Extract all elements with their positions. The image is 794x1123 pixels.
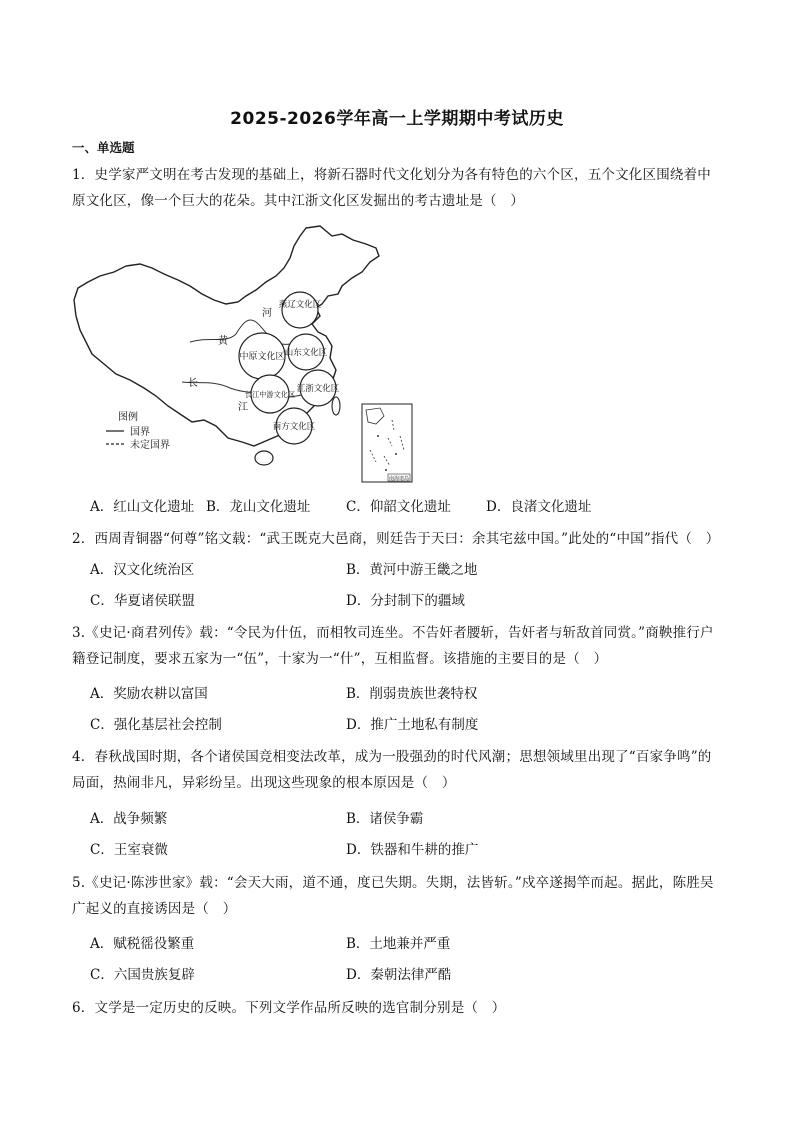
q3-option-d[interactable]: D．推广土地私有制度	[346, 717, 479, 733]
region-label: 燕辽文化区	[278, 300, 322, 310]
q5-option-a[interactable]: A．赋税徭役繁重	[90, 936, 195, 952]
south-china-sea-inset	[362, 404, 412, 482]
legend-item-border: 国界	[130, 427, 150, 438]
legend-title: 图例	[118, 412, 138, 423]
map-legend	[106, 410, 170, 451]
hainan-island	[255, 451, 273, 465]
q1-option-d[interactable]: D．良渚文化遗址	[486, 499, 592, 515]
region-label: 山东文化区	[284, 348, 328, 358]
question-4-stem: 4．春秋战国时期，各个诸侯国竞相变法改革，成为一股强劲的时代风潮；思想领域里出现了“百家争鸣”的局面，热闹非凡，异彩纷呈。出现这些现象的根本原因是（ ）	[72, 749, 712, 791]
river-label-jiang: 江	[238, 402, 248, 413]
q3-option-b[interactable]: B．削弱贵族世袭特权	[346, 686, 478, 702]
river-label-huang: 黄	[218, 336, 228, 347]
question-1-stem: 1．史学家严文明在考古发现的基础上，将新石器时代文化划分为各有特色的六个区，五个文化区围绕着中原文化区，像一个巨大的花朵。其中江浙文化区发掘出的考古遗址是（ ）	[72, 167, 711, 209]
section-heading: 一、单选题	[72, 140, 135, 155]
q4-option-d[interactable]: D．铁器和牛耕的推广	[346, 842, 479, 858]
neolithic-culture-map	[70, 224, 415, 486]
exam-title: 2025-2026学年高一上学期期中考试历史	[230, 109, 564, 129]
q2-option-c[interactable]: C．华夏诸侯联盟	[90, 593, 195, 609]
region-zhongyuan	[239, 333, 285, 379]
q1-option-c[interactable]: C．仰韶文化遗址	[346, 499, 451, 515]
q3-option-c[interactable]: C．强化基层社会控制	[90, 717, 222, 733]
q4-option-a[interactable]: A．战争频繁	[90, 811, 168, 827]
question-5-stem: 5.《史记·陈涉世家》载：“会天大雨，道不通，度已失期。失期，法皆斩。”戍卒遂揭竿而起。据此，陈胜吴广起义的直接诱因是（ ）	[72, 875, 714, 917]
taiwan-island	[332, 397, 340, 415]
q5-option-b[interactable]: B．土地兼并严重	[346, 936, 451, 952]
q2-option-a[interactable]: A．汉文化统治区	[90, 562, 195, 578]
region-label: 长江中游文化区	[244, 390, 296, 399]
q4-option-b[interactable]: B．诸侯争霸	[346, 811, 424, 827]
question-2-stem: 2．西周青铜器“何尊”铭文载：“武王既克大邑商，则廷告于天曰：余其宅兹中国。”此处的“中国”指代（ ）	[72, 531, 720, 547]
region-label: 南方文化区	[272, 422, 316, 432]
region-shandong	[285, 334, 328, 370]
region-nanfang	[273, 408, 316, 444]
q1-option-b[interactable]: B．龙山文化遗址	[206, 499, 311, 515]
inset-label: 南海诸岛	[388, 476, 410, 482]
region-changjiang-zhongyou	[245, 375, 295, 413]
q3-option-a[interactable]: A．奖励农耕以富国	[90, 686, 208, 702]
legend-item-undetermined-border: 未定国界	[130, 440, 170, 451]
region-yanliao	[279, 292, 322, 328]
river-label-chang: 长	[188, 378, 198, 389]
question-6-stem: 6．文学是一定历史的反映。下列文学作品所反映的选官制分别是（ ）	[72, 1000, 506, 1016]
q2-option-d[interactable]: D．分封制下的疆域	[346, 593, 465, 609]
river-label-he: 河	[262, 308, 272, 319]
region-label: 中原文化区	[239, 352, 285, 362]
q1-option-a[interactable]: A．红山文化遗址	[90, 499, 195, 515]
question-3-stem: 3.《史记·商君列传》载：“令民为什伍，而相牧司连坐。不告奸者腰斩，告奸者与斩敌首同赏。”商鞅推行户籍登记制度，要求五家为一“伍”，十家为一“什”，互相监督。该措施的主要目的是（ ）	[72, 625, 714, 667]
q2-option-b[interactable]: B．黄河中游王畿之地	[346, 562, 478, 578]
q5-option-c[interactable]: C．六国贵族复辟	[90, 967, 195, 983]
q4-option-c[interactable]: C．王室衰微	[90, 842, 168, 858]
q5-option-d[interactable]: D．秦朝法律严酷	[346, 967, 452, 983]
region-label: 江浙文化区	[296, 384, 340, 394]
